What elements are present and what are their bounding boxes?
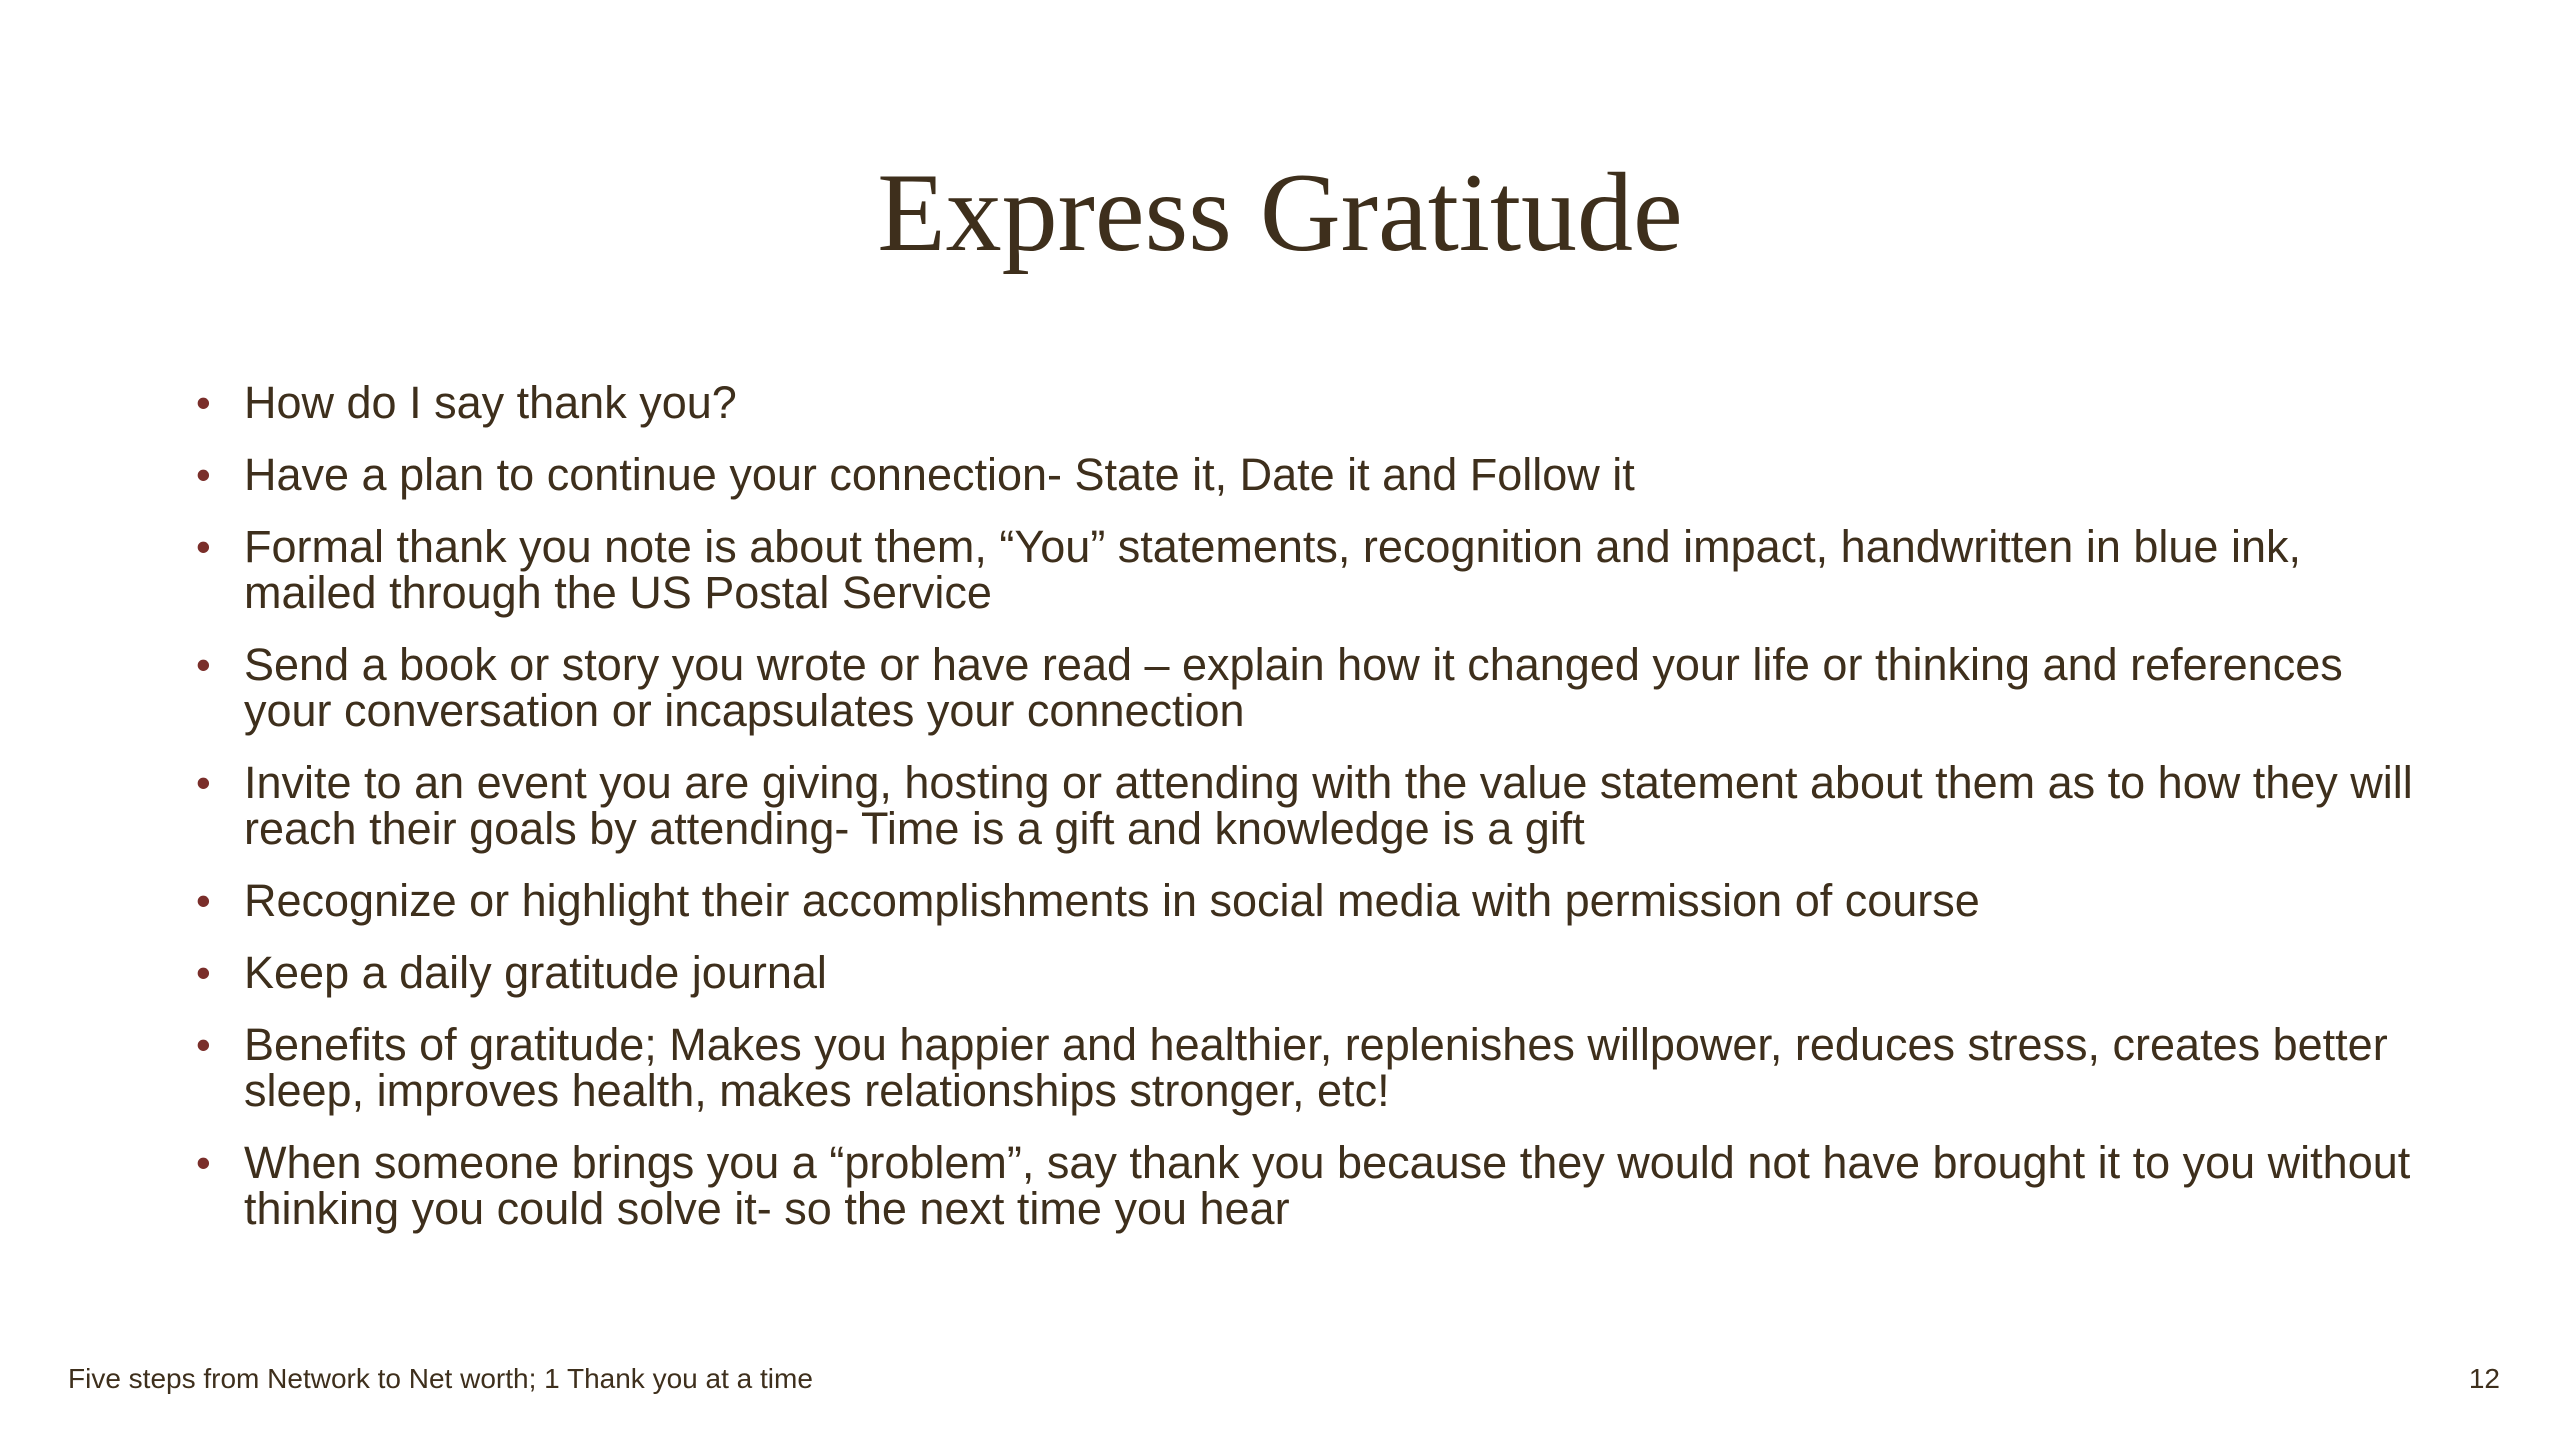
bullet-item [190, 875, 2420, 926]
bullet-item [190, 639, 2420, 736]
bullet-icon: • [196, 1139, 211, 1186]
bullet-icon: • [196, 379, 211, 426]
bullet-icon: • [196, 1021, 211, 1068]
slide-footer: Five steps from Network to Net worth; 1 Thank you at a time [68, 1363, 813, 1394]
slide-title: Express Gratitude [877, 151, 1683, 275]
bullet-text: How do I say thank you? [244, 377, 737, 428]
bullet-list [190, 377, 2420, 1258]
bullet-text: Keep a daily gratitude journal [244, 947, 827, 998]
bullet-item [190, 377, 2420, 428]
bullet-text: Benefits of gratitude; Makes you happier and healthier, replenishes willpower, reduces stress, creates better sleep, improves health, makes relationships stronger, etc! [244, 1019, 2388, 1116]
page-number: 12 [2468, 1363, 2500, 1394]
bullet-item [190, 757, 2420, 854]
bullet-text: Have a plan to continue your connection- State it, Date it and Follow it [244, 449, 1635, 500]
bullet-item [190, 1019, 2420, 1116]
bullet-icon: • [196, 451, 211, 498]
bullet-item [190, 521, 2420, 618]
bullet-icon: • [196, 759, 211, 806]
bullet-text: When someone brings you a “problem”, say thank you because they would not have brought it to you without thinking you could solve it- so the next time you hear [244, 1137, 2411, 1234]
bullet-text: Recognize or highlight their accomplishments in social media with permission of course [244, 875, 1980, 926]
bullet-text: Formal thank you note is about them, “You” statements, recognition and impact, handwritten in blue ink, mailed through the US Postal Service [244, 521, 2301, 618]
bullet-item [190, 1137, 2420, 1234]
bullet-item [190, 449, 2420, 500]
bullet-icon: • [196, 949, 211, 996]
bullet-item [190, 947, 2420, 998]
bullet-text: Send a book or story you wrote or have read – explain how it changed your life or thinking and references your conversation or incapsulates your connection [244, 639, 2343, 736]
bullet-icon: • [196, 523, 211, 570]
bullet-text: Invite to an event you are giving, hosting or attending with the value statement about them as to how they will reach their goals by attending- Time is a gift and knowledge is a gift [244, 757, 2413, 854]
bullet-icon: • [196, 877, 211, 924]
bullet-icon: • [196, 641, 211, 688]
